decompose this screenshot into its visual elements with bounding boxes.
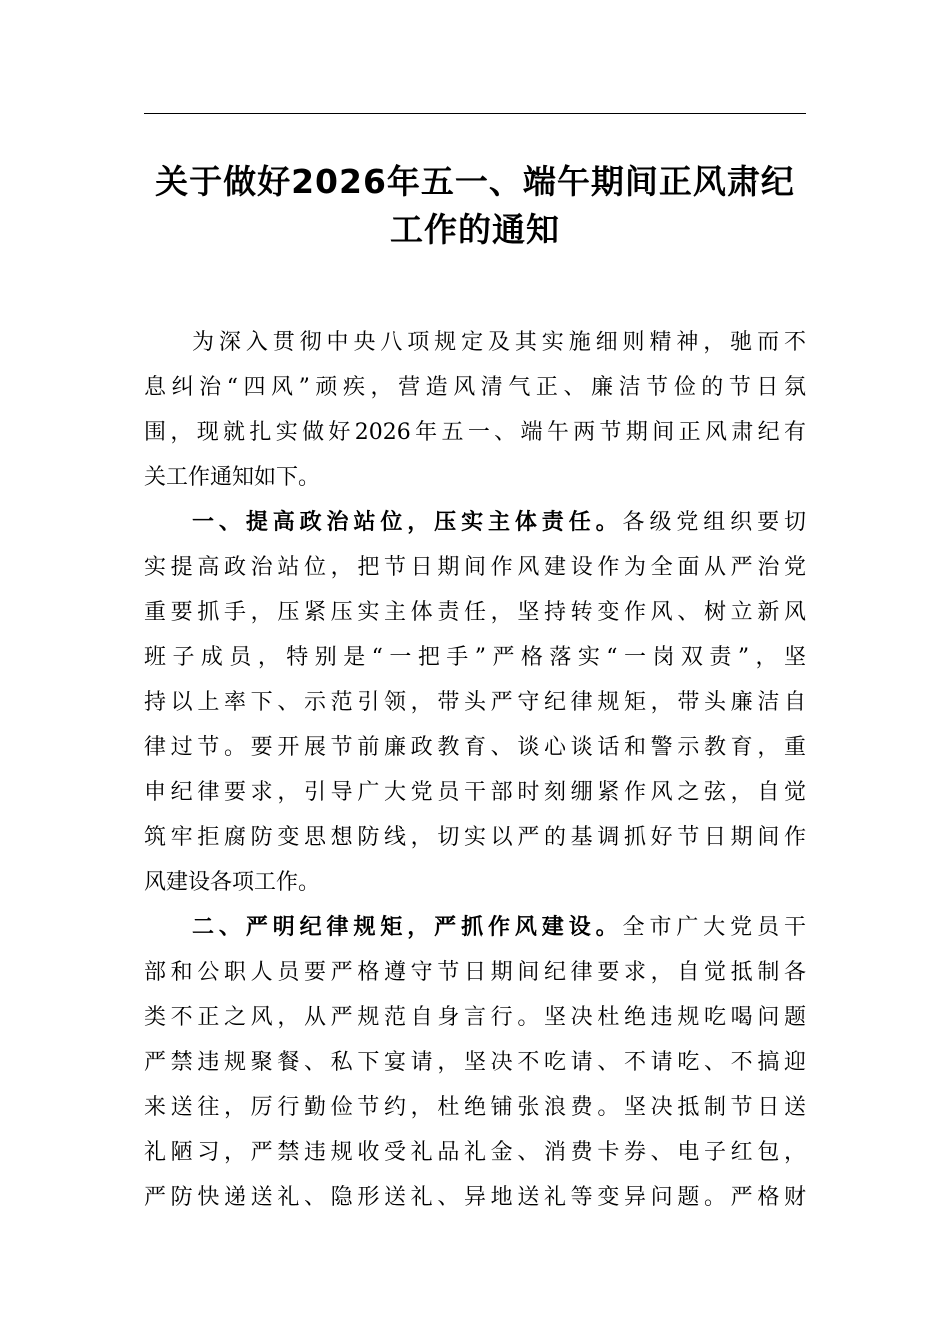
intro-line: 关工作通知如下。 (144, 465, 321, 490)
intro-line: 围，现就扎实做好2026年五一、端午两节期间正风肃纪有 (144, 420, 806, 445)
intro-line: 为深入贯彻中央八项规定及其实施细则精神，驰而不 (192, 330, 806, 355)
section2-line: 类不正之风，从严规范自身言行。坚决杜绝违规吃喝问题 (144, 1005, 806, 1030)
section1-heading: 一、提高政治站位，压实主体责任。 (192, 510, 623, 535)
section1-line: 班子成员，特别是“一把手”严格落实“一岗双责”，坚 (144, 645, 806, 670)
section1-line: 持以上率下、示范引领，带头严守纪律规矩，带头廉洁自 (144, 690, 806, 715)
document-body (144, 320, 806, 1220)
section1-first-line-rest: 各级党组织要切 (622, 510, 806, 535)
intro-line: 息纠治“四风”顽疾，营造风清气正、廉洁节俭的节日氛 (144, 375, 806, 400)
section1-first-line (144, 500, 806, 545)
section2-line: 礼陋习，严禁违规收受礼品礼金、消费卡券、电子红包， (144, 1140, 806, 1165)
document-title (144, 158, 806, 254)
section2-line: 来送往，厉行勤俭节约，杜绝铺张浪费。坚决抵制节日送 (144, 1095, 806, 1120)
section2-heading: 二、严明纪律规矩，严抓作风建设。 (192, 915, 623, 940)
section1-line: 实提高政治站位，把节日期间作风建设作为全面从严治党 (144, 555, 806, 580)
section1-line: 律过节。要开展节前廉政教育、谈心谈话和警示教育，重 (144, 735, 806, 760)
section2-first-line (144, 905, 806, 950)
title-line-1: 关于做好2026年五一、端午期间正风肃纪 (155, 162, 795, 201)
section2-first-line-rest: 全市广大党员干 (622, 915, 806, 940)
top-rule (144, 113, 806, 114)
section1-line: 重要抓手，压紧压实主体责任，坚持转变作风、树立新风 (144, 600, 806, 625)
title-line-2: 工作的通知 (390, 210, 560, 249)
section1-line: 筑牢拒腐防变思想防线，切实以严的基调抓好节日期间作 (144, 825, 806, 850)
section1-line: 风建设各项工作。 (144, 870, 321, 895)
section2-line: 严禁违规聚餐、私下宴请，坚决不吃请、不请吃、不搞迎 (144, 1050, 806, 1075)
section1-line: 申纪律要求，引导广大党员干部时刻绷紧作风之弦，自觉 (144, 780, 806, 805)
section2-line: 严防快递送礼、隐形送礼、异地送礼等变异问题。严格财 (144, 1185, 806, 1210)
section2-line: 部和公职人员要严格遵守节日期间纪律要求，自觉抵制各 (144, 960, 806, 985)
